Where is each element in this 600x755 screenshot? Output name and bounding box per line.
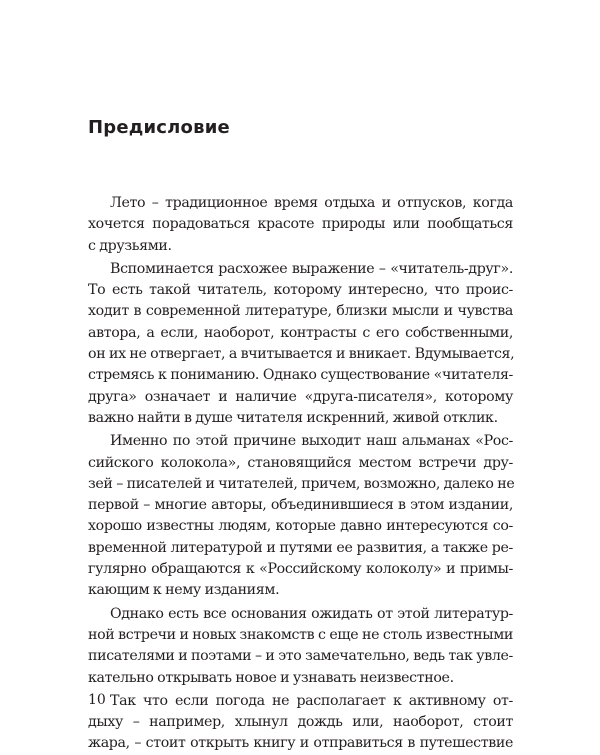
text-line: Так что если погода не располагает к активному от-: [110, 692, 513, 709]
text-line: писателями и поэтами – и это замечательно, ведь так увле-: [88, 648, 513, 665]
text-line: друга» означает и наличие «друга-писателя», которому: [88, 388, 513, 405]
text-line: гулярно обращаются к «Российскому колоколу» и примы-: [88, 561, 513, 578]
text-line: с друзьями.: [88, 237, 172, 254]
paragraph: [88, 691, 513, 755]
paragraph: [88, 259, 513, 429]
text-line: Лето – традиционное время отдыха и отпусков, когда: [110, 195, 513, 211]
page-number: 10: [88, 692, 106, 708]
text-line: Вспоминается расхожее выражение – «читатель-друг».: [110, 260, 513, 277]
paragraph: [88, 431, 513, 601]
text-line: временной литературой и путями ее развития, а также ре-: [88, 539, 513, 556]
text-line: сийского колокола», становящийся местом встречи дру-: [88, 454, 513, 471]
text-line: стремясь к пониманию. Однако существование «читателя-: [88, 367, 513, 384]
text-line: Однако есть все основания ожидать от этой литератур-: [110, 605, 513, 622]
text-line: хорошо известны людям, которые давно интересуются со-: [88, 518, 513, 535]
text-line: зей – писателей и читателей, причем, возможно, далеко не: [88, 475, 515, 492]
paragraph: [88, 193, 513, 257]
text-line: первой – многие авторы, объединившиеся в этом издании,: [88, 497, 513, 514]
text-line: он их не отвергает, а вчитывается и вникает. Вдумывается,: [88, 346, 515, 363]
text-line: дыху – например, хлынул дождь или, наоборот, стоит: [88, 714, 513, 731]
text-line: жара, – стоит открыть книгу и отправиться в путешествие: [88, 735, 513, 752]
text-line: кательно открывать новое и узнавать неизвестное.: [88, 669, 454, 686]
text-line: ной встречи и новых знакомств с еще не столь известными: [88, 626, 513, 643]
text-line: автора, а если, наоборот, контрасты с его собственными,: [88, 324, 513, 341]
text-line: ходит в современной литературе, близки мысли и чувства: [88, 303, 513, 320]
text-line: хочется порадоваться красоте природы или пообщаться: [88, 216, 513, 233]
paragraph: [88, 604, 513, 689]
text-line: кающим к нему изданиям.: [88, 582, 280, 599]
text-line: Именно по этой причине выходит наш альманах «Рос-: [110, 433, 513, 450]
chapter-heading: Предисловие: [88, 117, 230, 138]
body-text: [88, 193, 513, 755]
text-line: То есть такой читатель, которому интересно, что проис-: [88, 282, 513, 299]
text-line: важно найти в душе читателя искренний, живой отклик.: [88, 409, 498, 426]
